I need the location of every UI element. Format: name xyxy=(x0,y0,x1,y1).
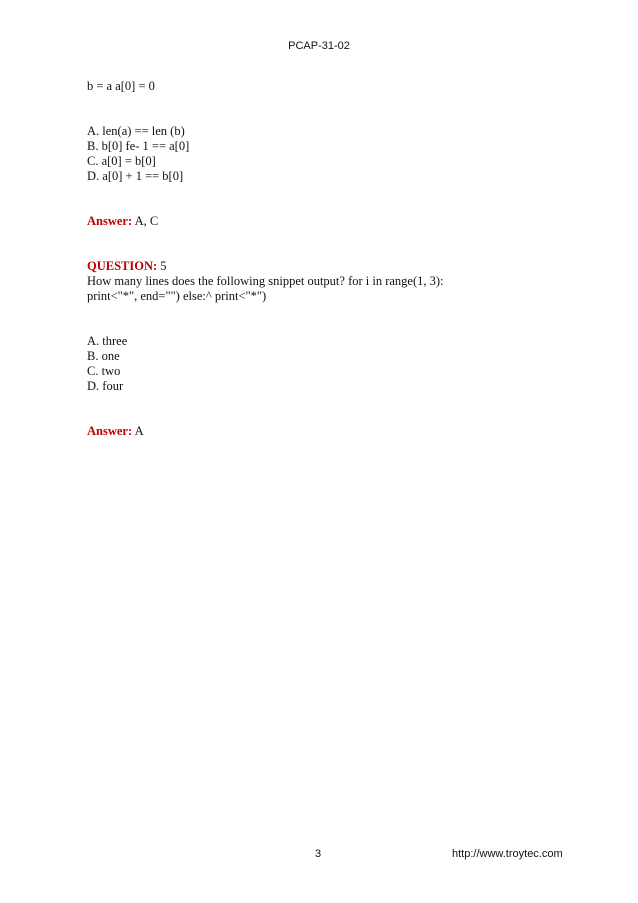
answer-value: A xyxy=(132,424,144,438)
question-number: 5 xyxy=(157,259,167,273)
option-d: D. a[0] + 1 == b[0] xyxy=(87,169,184,183)
footer-url-link[interactable]: http://www.troytec.com xyxy=(452,848,563,860)
q5-heading xyxy=(87,259,567,274)
option-c: C. two xyxy=(87,364,121,378)
option-a: A. three xyxy=(87,334,128,348)
page-header-title: PCAP-31-02 xyxy=(288,40,350,52)
spacer xyxy=(87,94,567,124)
q4-answer xyxy=(87,214,567,229)
q5-answer xyxy=(87,424,567,439)
question-text-line-2: print<"*", end="") else:^ print<"*") xyxy=(87,289,267,303)
answer-value: A, C xyxy=(132,214,159,228)
option-d: D. four xyxy=(87,379,124,393)
option-b: B. one xyxy=(87,349,120,363)
question-text-line-1: How many lines does the following snippet output? for i in range(1, 3): xyxy=(87,274,444,288)
code-line: b = a a[0] = 0 xyxy=(87,79,155,93)
answer-label: Answer: xyxy=(87,214,133,228)
spacer xyxy=(87,394,567,424)
document-body xyxy=(87,79,567,439)
q5-options-list xyxy=(87,334,567,394)
option-c: C. a[0] = b[0] xyxy=(87,154,156,168)
spacer xyxy=(87,229,567,259)
option-b: B. b[0] fe- 1 == a[0] xyxy=(87,139,190,153)
page-number: 3 xyxy=(315,848,322,860)
spacer xyxy=(87,304,567,334)
q4-options-list xyxy=(87,124,567,184)
option-a: A. len(a) == len (b) xyxy=(87,124,185,138)
spacer xyxy=(87,184,567,214)
answer-label: Answer: xyxy=(87,424,133,438)
question-label: QUESTION: xyxy=(87,259,158,273)
